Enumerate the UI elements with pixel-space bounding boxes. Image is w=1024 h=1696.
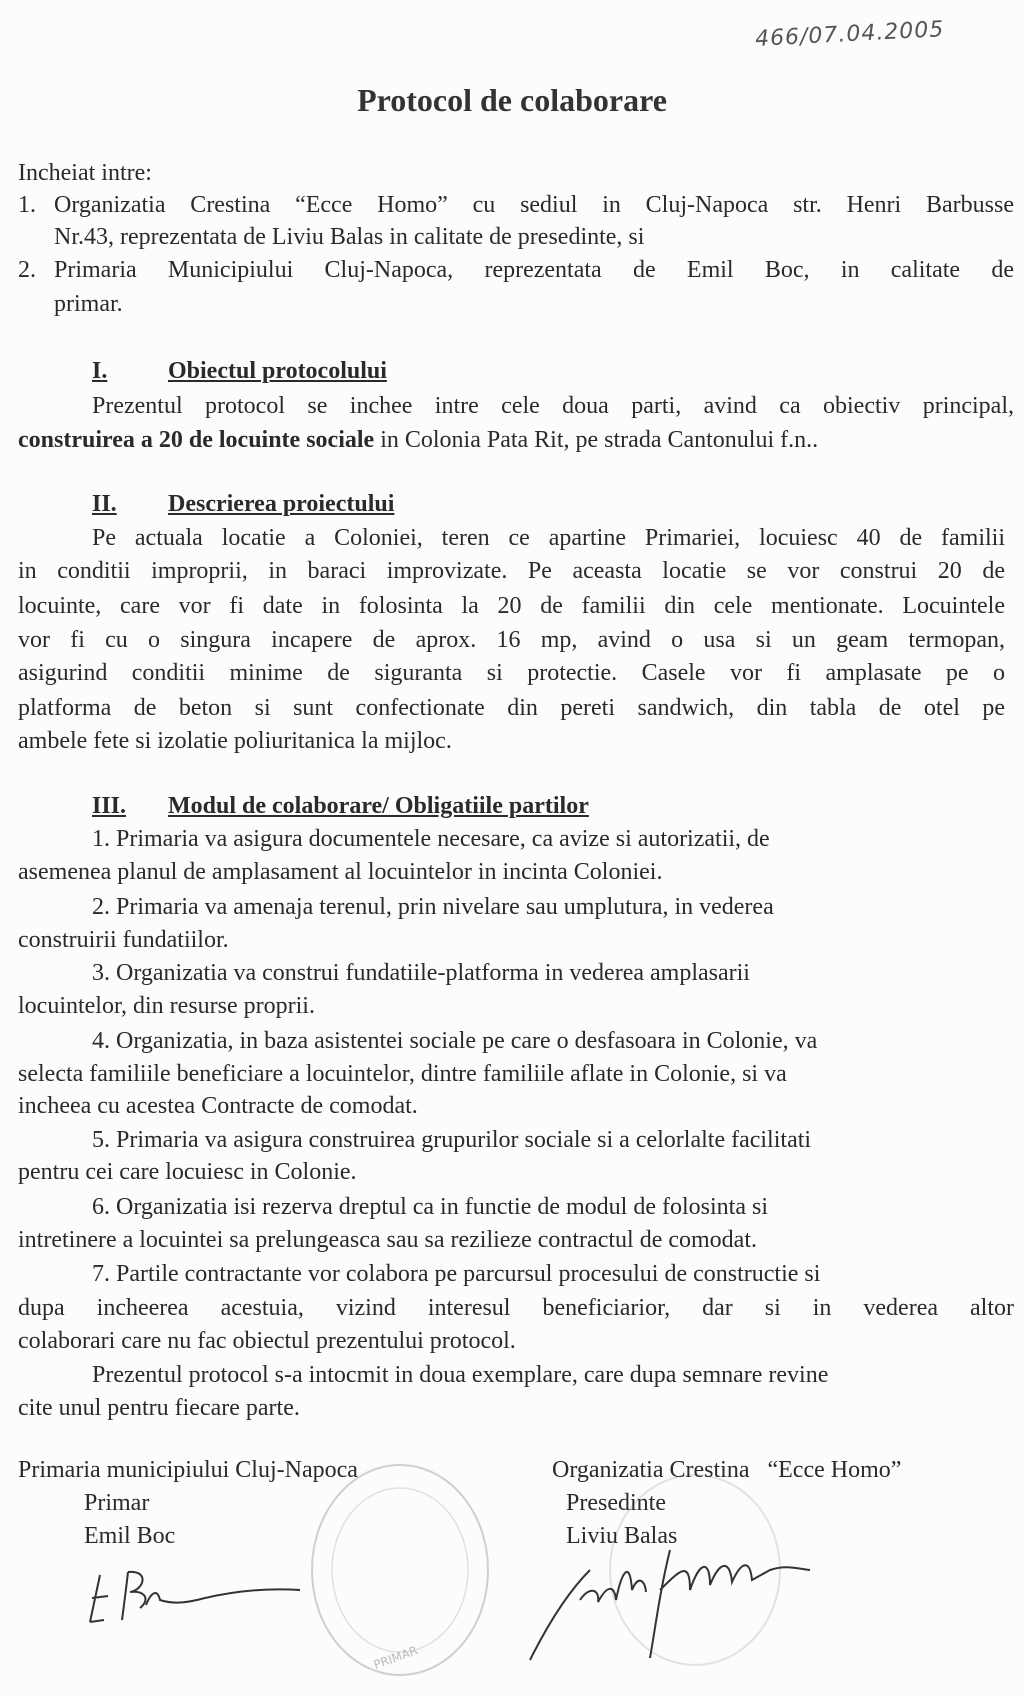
paragraph-line: asemenea planul de amplasament al locuintelor in incinta Coloniei. xyxy=(18,859,663,885)
signature-liviu-balas xyxy=(520,1530,840,1670)
paragraph-line xyxy=(18,425,818,455)
party-line: Organizatia Crestina “Ecce Homo” cu sediul in Cluj-Napoca str. Henri Barbusse xyxy=(54,192,1014,218)
paragraph-line: dupa incheerea acestuia, vizind interesul beneficiarior, dar si in vederea altor xyxy=(18,1295,1014,1321)
paragraph-line: 1. Primaria va asigura documentele necesare, ca avize si autorizatii, de xyxy=(92,826,770,852)
signatory-right-name: Liviu Balas xyxy=(566,1523,678,1549)
paragraph-line: Pe actuala locatie a Coloniei, teren ce apartine Primariei, locuiesc 40 de familii xyxy=(92,525,1005,551)
paragraph-line: intretinere a locuintei sa prelungeasca sau sa rezilieze contractul de comodat. xyxy=(18,1227,757,1253)
paragraph-line: 6. Organizatia isi rezerva dreptul ca in functie de modul de folosinta si xyxy=(92,1194,768,1220)
party-number: 1. xyxy=(18,192,36,218)
party-number: 2. xyxy=(18,257,36,283)
objective-location: in Colonia Pata Rit, pe strada Cantonului f.n.. xyxy=(374,427,819,453)
section-number: III. xyxy=(92,793,127,819)
party-line: Primaria Municipiului Cluj-Napoca, reprezentata de Emil Boc, in calitate de xyxy=(54,257,1014,283)
signatory-left-institution: Primaria municipiului Cluj-Napoca xyxy=(18,1457,358,1483)
paragraph-line: in conditii improprii, in baraci improvizate. Pe aceasta locatie se vor construi 20 de xyxy=(18,558,1005,584)
official-stamp xyxy=(300,1455,500,1685)
paragraph-line: ambele fete si izolatie poliuritanica la mijloc. xyxy=(18,728,452,754)
paragraph-line: locuinte, care vor fi date in folosinta la 20 de familii din cele mentionate. Locuintele xyxy=(18,593,1005,619)
paragraph-line: vor fi cu o singura incapere de aprox. 16 mp, avind o usa si un geam termopan, xyxy=(18,627,1005,653)
paragraph-line: construirii fundatiilor. xyxy=(18,927,229,953)
paragraph-line: incheea cu acestea Contracte de comodat. xyxy=(18,1093,418,1119)
paragraph-line: colaborari care nu fac obiectul prezentului protocol. xyxy=(18,1328,516,1354)
section-title: Modul de colaborare/ Obligatiile partilor xyxy=(168,793,589,819)
paragraph-line: 5. Primaria va asigura construirea grupurilor sociale si a celorlalte facilitati xyxy=(92,1127,812,1153)
intro-text: Incheiat intre: xyxy=(18,160,152,186)
signature-emil-boc xyxy=(80,1560,320,1630)
signatory-left-name: Emil Boc xyxy=(84,1523,176,1549)
bold-objective: construirea a 20 de locuinte sociale xyxy=(18,427,375,453)
signatory-right-institution: Organizatia Crestina “Ecce Homo” xyxy=(552,1457,902,1483)
paragraph-line: 3. Organizatia va construi fundatiile-platforma in vederea amplasarii xyxy=(92,960,750,986)
paragraph-line: 7. Partile contractante vor colabora pe parcursul procesului de constructie si xyxy=(92,1261,821,1287)
section-number: I. xyxy=(92,358,108,384)
paragraph-line: Prezentul protocol se inchee intre cele doua parti, avind ca obiectiv principal, xyxy=(92,393,1014,419)
paragraph-line: pentru cei care locuiesc in Colonie. xyxy=(18,1159,357,1185)
paragraph-line: selecta familiile beneficiare a locuintelor, dintre familiile aflate in Colonie, si va xyxy=(18,1061,787,1087)
party-line: primar. xyxy=(54,291,123,317)
section-title: Obiectul protocolului xyxy=(168,358,387,384)
section-number: II. xyxy=(92,491,117,517)
paragraph-line: locuintelor, din resurse proprii. xyxy=(18,993,315,1019)
party-line: Nr.43, reprezentata de Liviu Balas in calitate de presedinte, si xyxy=(54,224,645,250)
paragraph-line: Prezentul protocol s-a intocmit in doua exemplare, care dupa semnare revine xyxy=(92,1362,829,1388)
document-title: Protocol de colaborare xyxy=(357,82,667,118)
section-title: Descrierea proiectului xyxy=(168,491,395,517)
signatory-right-role: Presedinte xyxy=(566,1490,666,1516)
paragraph-line: platforma de beton si sunt confectionate din pereti sandwich, din tabla de otel pe xyxy=(18,695,1005,721)
paragraph-line: 2. Primaria va amenaja terenul, prin nivelare sau umplutura, in vederea xyxy=(92,894,774,920)
signatory-left-role: Primar xyxy=(84,1490,150,1516)
stamp-text: PRIMAR xyxy=(371,1643,420,1673)
registration-number: 466/07.04.2005 xyxy=(754,17,945,52)
paragraph-line: 4. Organizatia, in baza asistentei sociale pe care o desfasoara in Colonie, va xyxy=(92,1028,818,1054)
paragraph-line: asigurind conditii minime de siguranta si protectie. Casele vor fi amplasate pe o xyxy=(18,660,1005,686)
paragraph-line: cite unul pentru fiecare parte. xyxy=(18,1395,300,1421)
